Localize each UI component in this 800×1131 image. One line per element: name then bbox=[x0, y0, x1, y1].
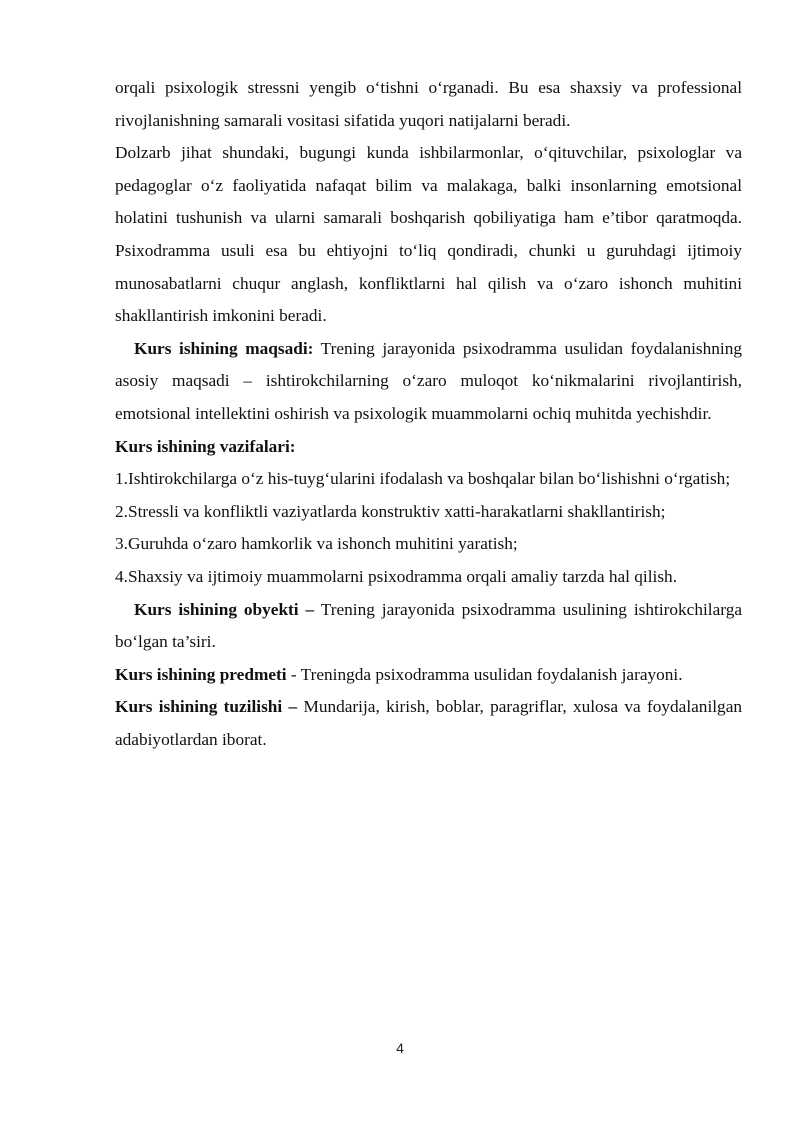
task-item-4: 4.Shaxsiy va ijtimoiy muammolarni psixodramma orqali amaliy tarzda hal qilish. bbox=[115, 566, 678, 586]
task-item-2: 2.Stressli va konfliktli vaziyatlarda konstruktiv xatti-harakatlarni shakllantirish; bbox=[115, 501, 666, 521]
document-body bbox=[115, 72, 742, 756]
object-text: Trening jarayonida psixodramma usulining ishtirokchilarga bo‘lgan ta’siri. bbox=[115, 599, 742, 652]
tasks-heading bbox=[115, 431, 742, 464]
structure-label: Kurs ishining tuzilishi – bbox=[115, 697, 298, 717]
goal-label: Kurs ishining maqsadi: bbox=[134, 338, 314, 358]
page-number: 4 bbox=[396, 1040, 404, 1056]
task-item-1: 1.Ishtirokchilarga o‘z his-tuyg‘ularini ifodalash va boshqalar bilan bo‘lishishni o‘rgatish; bbox=[115, 469, 731, 489]
subject-text: - Treningda psixodramma usulidan foydalanish jarayoni. bbox=[286, 664, 683, 684]
task-item-3: 3.Guruhda o‘zaro hamkorlik va ishonch muhitini yaratish; bbox=[115, 534, 518, 554]
goal-text: Trening jarayonida psixodramma usulidan foydalanishning asosiy maqsadi – ishtirokchilarning o‘zaro muloqot ko‘nikmalarini rivojlantirish, emotsional intellektini oshirish va psixologik muammolarni ochiq muhitda yechishdir. bbox=[115, 338, 743, 423]
paragraph-goal bbox=[115, 333, 742, 431]
paragraph-structure bbox=[115, 691, 742, 756]
tasks-label: Kurs ishining vazifalari: bbox=[115, 436, 296, 456]
paragraph-subject bbox=[115, 659, 742, 692]
paragraph-relevance: Dolzarb jihat shundaki, bugungi kunda ishbilarmonlar, o‘qituvchilar, psixologlar va pedagoglar o‘z faoliyatida nafaqat bilim va malakaga, balki insonlarning emotsional holatini tushunish va ularni samarali boshqarish qobiliyatiga ham e’tibor qaratmoqda. Psixodramma usuli esa bu ehtiyojni to‘liq qondiradi, chunki u guruhdagi ijtimoiy munosabatlarni chuqur anglash, konfliktlarni hal qilish va o‘zaro ishonch muhitini shakllantirish imkonini beradi. bbox=[115, 143, 742, 326]
object-label: Kurs ishining obyekti – bbox=[134, 599, 315, 619]
paragraph-object bbox=[115, 594, 742, 659]
structure-text: Mundarija, kirish, boblar, paragriflar, xulosa va foydalanilgan adabiyotlardan iborat. bbox=[115, 697, 743, 749]
subject-label: Kurs ishining predmeti bbox=[115, 664, 287, 684]
paragraph-intro-continuation: orqali psixologik stressni yengib o‘tishni o‘rganadi. Bu esa shaxsiy va professional rivojlanishning samarali vositasi sifatida yuqori natijalarni beradi. bbox=[115, 78, 742, 130]
